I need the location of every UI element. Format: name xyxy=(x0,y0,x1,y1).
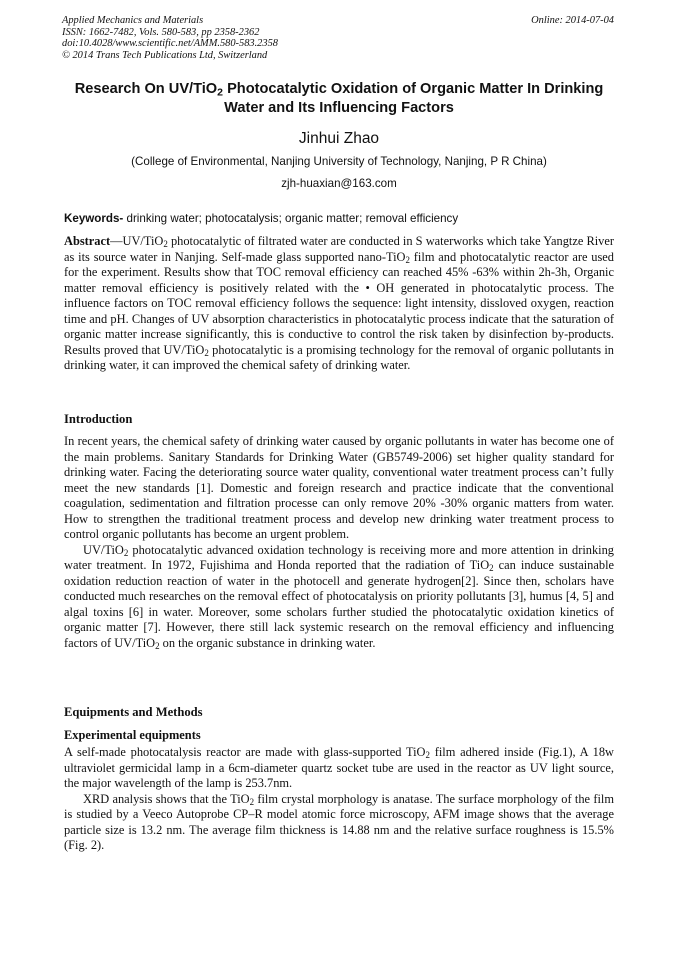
author-name: Jinhui Zhao xyxy=(298,130,380,147)
paper-title: Research On UV/TiO$_2$ Photocatalytic Oxidation of Organic Matter In Drinking Water and Its Influencing Factors xyxy=(74,81,604,116)
author-email: zjh-huaxian@163.com xyxy=(281,177,397,190)
methods-paragraph-2: XRD analysis shows that the TiO$_2$ film crystal morphology is anatase. The surface morphology of the film is studied by a Veeco Autoprobe CP–R model atomic force microscopy, AFM image shows that the average particle size is 13.2 nm. The average film thickness is 14.88 nm and the relative surface roughness is 15.5% (Fig. 2). xyxy=(64,791,614,852)
introduction-heading: Introduction xyxy=(64,412,133,426)
intro-paragraph-1: In recent years, the chemical safety of drinking water caused by organic pollutants in water has become one of the main problems. Sanitary Standards for Drinking Water (GB5749-2006) set higher quality standard for drinking water. Facing the deteriorating source water quality, conventional water treatment process can’t fully meet the new standards [1]. Domestic and foreign research and practice indicate that the conventional coagulation, sedimentation and filtration processe can only remove 20% -30% organic matters from water. How to strengthen the traditional treatment process and develop new drinking water treatment process to control organic pollutants has become an urgent problem. xyxy=(64,434,614,541)
keywords-line xyxy=(64,212,614,225)
methods-paragraph-1: A self-made photocatalysis reactor are made with glass-supported TiO$_2$ film adhered inside (Fig.1), A 18w ultraviolet germicidal lamp in a 6cm-diameter quartz socket tube are used in the reactor as UV light source, the major wavelength of the lamp is 253.7nm. xyxy=(64,745,615,790)
doi-line: doi:10.4028/www.scientific.net/AMM.580-583.2358 xyxy=(62,38,278,50)
affiliation: (College of Environmental, Nanjing University of Technology, Nanjing, P R China) xyxy=(131,155,547,168)
journal-name: Applied Mechanics and Materials xyxy=(62,15,204,26)
keywords-label: Keywords- xyxy=(64,212,124,225)
journal-header xyxy=(62,15,278,61)
abstract-label: Abstract xyxy=(64,234,111,248)
introduction-body xyxy=(64,434,614,651)
intro-paragraph-2: UV/TiO$_2$ photocatalytic advanced oxidation technology is receiving more and more attention in drinking water treatment. In 1972, Fujishima and Honda reported that the radiation of TiO$_2$ can induce sustainable oxidation reduction reaction of water in the photocell and generate hydrogen[2]. Since then, scholars have conducted much researches on the removal effect of photocatalysis on priority pollutants [3], humus [4, 5] and algal toxins [6] in water. Moreover, some scholars further studied the photocatalytic oxidation kinetics of organic matter [7]. However, there still lack systemic research on the removal efficiency and influencing factors of UV/TiO$_2$ on the organic substance in drinking water. xyxy=(64,542,615,651)
experimental-equipments-heading: Experimental equipments xyxy=(64,728,201,742)
methods-body xyxy=(64,745,614,854)
issn-line: ISSN: 1662-7482, Vols. 580-583, pp 2358-2362 xyxy=(62,26,260,38)
copyright-line: © 2014 Trans Tech Publications Ltd, Switzerland xyxy=(62,49,268,61)
methods-heading: Equipments and Methods xyxy=(64,705,203,719)
keywords-text: drinking water; photocatalysis; organic matter; removal efficiency xyxy=(123,212,459,225)
abstract-paragraph: Abstract—UV/TiO$_2$ photocatalytic of filtrated water are conducted in S waterworks which take Yangtze River as its source water in Nanjing. Self-made glass supported nano-TiO$_2$ film and photocatalytic reactor are used for the experiment. Results show that TOC removal efficiency can reached 45% -63% within 2h-3h, Organic matter removal efficiency is positively related with the • OH generated in photocatalytic process. The influence factors on TOC removal efficiency follows the sequence: light intensity, dissloved oxygen, reaction time and pH. Changes of UV absorption characteristics in photocatalytic process indicate that the saturation of organic matter increase significantly, this is conductive to control the risk taken by disinfection by-products. Results proved that UV/TiO$_2$ photocatalytic is a promising technology for the removal of organic pollutants in drinking water, it can improved the chemical safety of drinking water. xyxy=(64,234,615,372)
online-date: Online: 2014-07-04 xyxy=(531,15,614,26)
